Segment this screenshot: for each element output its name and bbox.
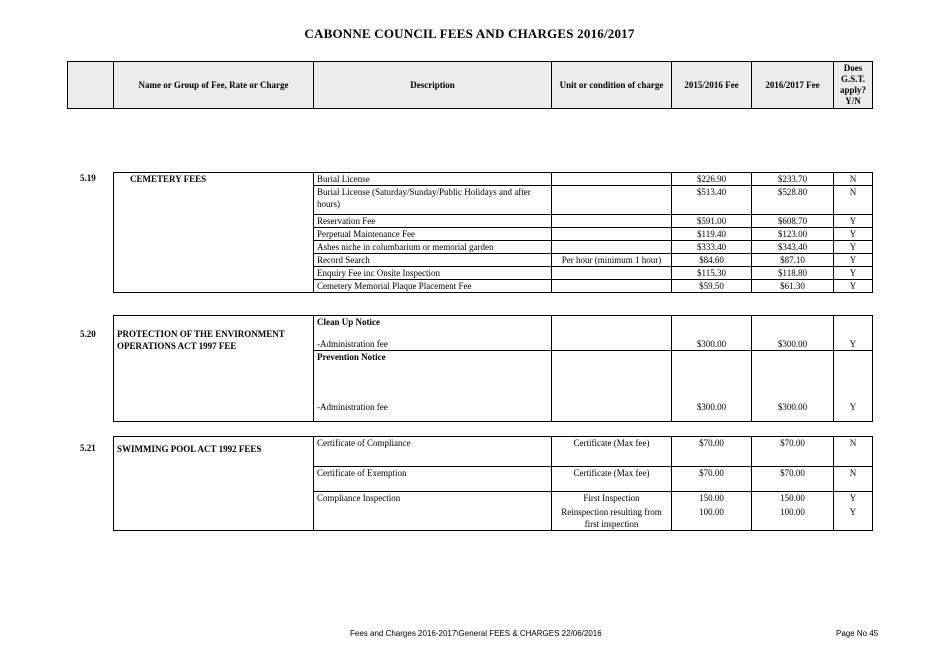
- fee-unit: Certificate (Max fee): [552, 437, 672, 467]
- section-name: SWIMMING POOL ACT 1992 FEES: [114, 437, 314, 531]
- gst-flag: Y: [834, 316, 873, 351]
- fee-2016: $61.30: [752, 280, 834, 293]
- fee-unit: [552, 351, 672, 422]
- gst-flag: N: [834, 186, 873, 215]
- fee-2015: $513.40: [672, 186, 752, 215]
- fee-description: Cemetery Memorial Plaque Placement Fee: [314, 280, 552, 293]
- fee-unit: [552, 267, 672, 280]
- fee-line: 150.00: [780, 493, 805, 503]
- section-environment-table: [113, 315, 873, 422]
- header-fee-2015: 2015/2016 Fee: [672, 62, 752, 109]
- fee-unit: [552, 241, 672, 254]
- footer-page-number: Page No 45: [836, 629, 879, 638]
- fee-description: Certificate of Compliance: [314, 437, 552, 467]
- section-number: 5.21: [80, 443, 96, 453]
- fee-description: Perpetual Maintenance Fee: [314, 228, 552, 241]
- unit-line: First Inspection: [583, 493, 640, 503]
- gst-flag: Y: [834, 267, 873, 280]
- fee-description: Reservation Fee: [314, 215, 552, 228]
- fee-2016: $233.70: [752, 173, 834, 186]
- footer-path: Fees and Charges 2016-2017\General FEES & CHARGES 22/06/2016: [350, 629, 602, 638]
- section-cemetery-table: [113, 172, 873, 293]
- fee-2016: $70.00: [752, 437, 834, 467]
- fee-2016: $608.70: [752, 215, 834, 228]
- section-name: CEMETERY FEES: [114, 173, 314, 293]
- header-name: Name or Group of Fee, Rate or Charge: [114, 62, 314, 109]
- gst-flag: Y: [834, 254, 873, 267]
- gst-flag: [834, 492, 873, 531]
- fee-line: -Administration fee: [317, 402, 388, 412]
- fee-unit: [552, 228, 672, 241]
- fee-2015: [672, 492, 752, 531]
- fee-2016: $70.00: [752, 467, 834, 492]
- fee-description: [314, 316, 552, 351]
- fee-line: 100.00: [699, 507, 724, 517]
- fee-description: [314, 351, 552, 422]
- fee-unit: [552, 492, 672, 531]
- fee-description: Burial License: [314, 173, 552, 186]
- section-pool-table: [113, 436, 873, 531]
- fee-2015: $333.40: [672, 241, 752, 254]
- gst-line: Y: [849, 493, 857, 503]
- gst-flag: Y: [834, 280, 873, 293]
- gst-flag: Y: [834, 241, 873, 254]
- fee-2015: $591.00: [672, 215, 752, 228]
- fee-2016: $300.00: [752, 351, 834, 422]
- header-table: [67, 61, 873, 109]
- fee-line: 150.00: [699, 493, 724, 503]
- fee-2016: $123.00: [752, 228, 834, 241]
- fee-2015: $226.90: [672, 173, 752, 186]
- header-unit: Unit or condition of charge: [552, 62, 672, 109]
- gst-flag: Y: [834, 351, 873, 422]
- fee-2016: $343.40: [752, 241, 834, 254]
- fee-2015: $59.50: [672, 280, 752, 293]
- table-row: [114, 173, 873, 186]
- fee-description: Certificate of Exemption: [314, 467, 552, 492]
- table-row: [114, 316, 873, 351]
- section-number: 5.20: [80, 329, 96, 339]
- fee-description: [314, 492, 552, 531]
- header-fee-2016: 2016/2017 Fee: [752, 62, 834, 109]
- fee-unit: Per hour (minimum 1 hour): [552, 254, 672, 267]
- gst-flag: Y: [834, 215, 873, 228]
- fee-2015: $84.60: [672, 254, 752, 267]
- fee-line: Compliance Inspection: [317, 493, 401, 503]
- fee-2016: [752, 492, 834, 531]
- section-name: PROTECTION OF THE ENVIRONMENT OPERATIONS ACT 1997 FEE: [114, 316, 314, 422]
- subheading: Prevention Notice: [317, 352, 386, 362]
- fee-description: Enquiry Fee inc Onsite Inspection: [314, 267, 552, 280]
- fee-2016: $87.10: [752, 254, 834, 267]
- fee-description: Ashes niche in columbarium or memorial garden: [314, 241, 552, 254]
- gst-flag: Y: [834, 228, 873, 241]
- fee-unit: [552, 173, 672, 186]
- fee-2015: $119.40: [672, 228, 752, 241]
- fee-description: Burial License (Saturday/Sunday/Public Holidays and after hours): [314, 186, 552, 215]
- fee-unit: [552, 316, 672, 351]
- fee-unit: [552, 186, 672, 215]
- gst-flag: N: [834, 467, 873, 492]
- section-number: 5.19: [80, 173, 96, 183]
- fee-unit: [552, 215, 672, 228]
- fee-unit: Certificate (Max fee): [552, 467, 672, 492]
- fee-2015: $115.30: [672, 267, 752, 280]
- fee-description: Record Search: [314, 254, 552, 267]
- page-title: CABONNE COUNCIL FEES AND CHARGES 2016/2017: [304, 26, 635, 41]
- fee-2015: $300.00: [672, 316, 752, 351]
- fee-2015: $70.00: [672, 467, 752, 492]
- header-description: Description: [314, 62, 552, 109]
- gst-line: Y: [849, 507, 857, 517]
- fee-2016: $118.80: [752, 267, 834, 280]
- table-row: [114, 437, 873, 467]
- fee-2015: $70.00: [672, 437, 752, 467]
- fee-2015: $300.00: [672, 351, 752, 422]
- subheading: Clean Up Notice: [317, 317, 380, 327]
- header-blank: [68, 62, 114, 109]
- fee-line: 100.00: [780, 507, 805, 517]
- fee-2016: $300.00: [752, 316, 834, 351]
- gst-flag: N: [834, 437, 873, 467]
- fee-2016: $528.80: [752, 186, 834, 215]
- gst-flag: N: [834, 173, 873, 186]
- fee-unit: [552, 280, 672, 293]
- unit-line: Reinspection resulting from first inspection: [561, 507, 662, 529]
- header-gst: Does G.S.T. apply? Y/N: [834, 62, 873, 109]
- fee-line: -Administration fee: [317, 339, 388, 349]
